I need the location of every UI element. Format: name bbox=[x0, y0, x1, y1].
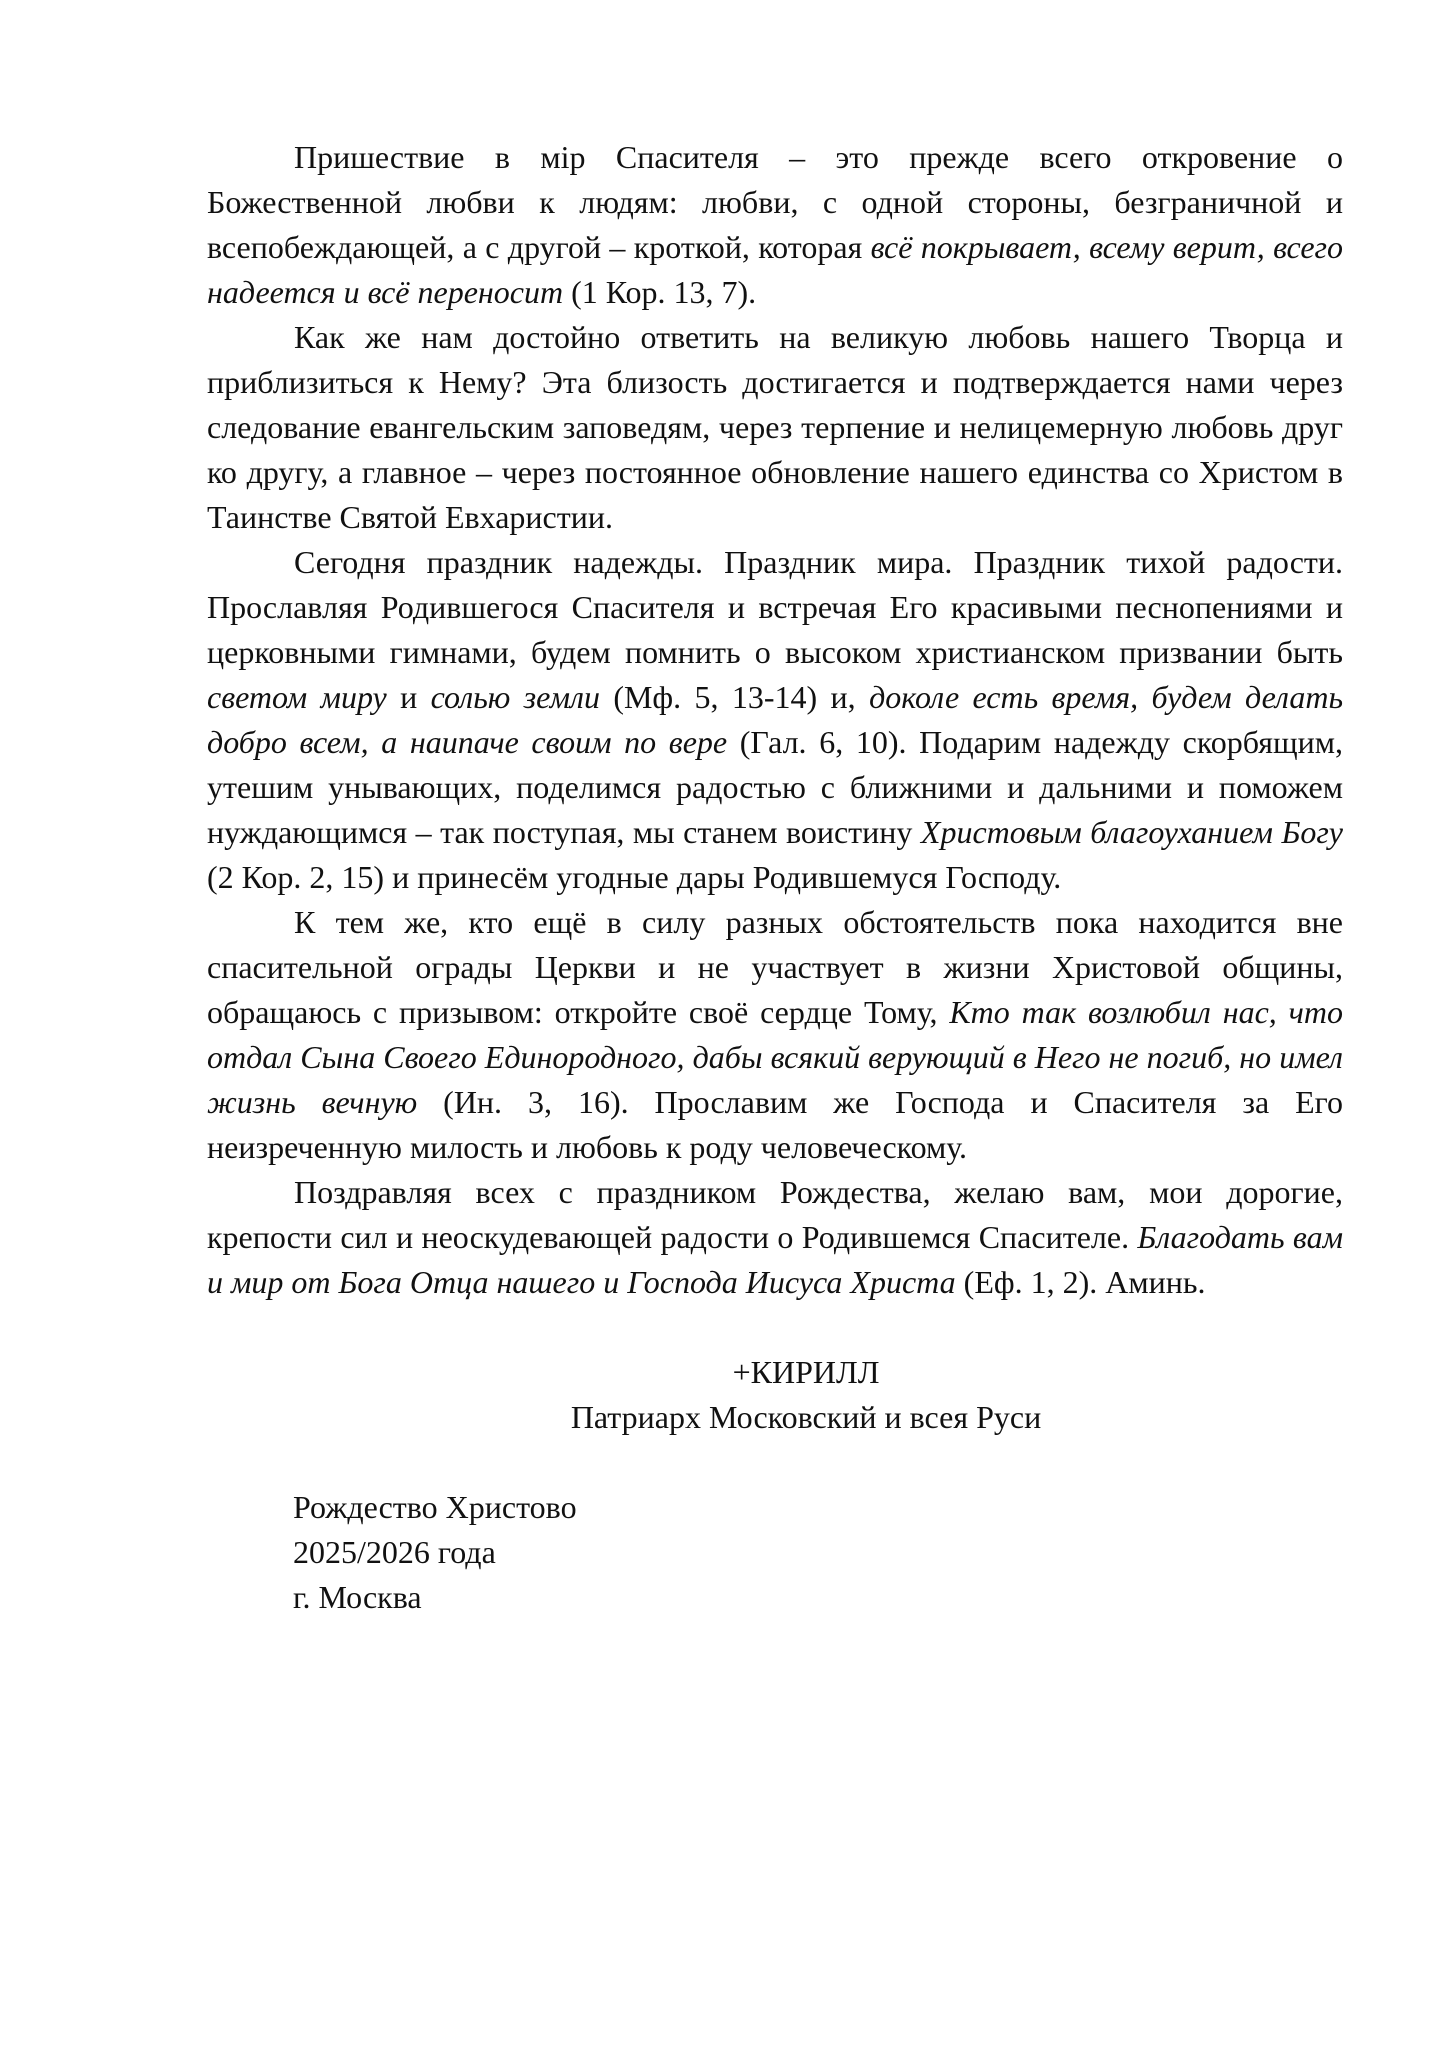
signature-name: +КИРИЛЛ bbox=[732, 1354, 880, 1390]
scripture-quote: доколе есть время, будем делать добро всем, а наипаче своим по вере bbox=[207, 679, 1344, 760]
signature-block bbox=[207, 1350, 1343, 1440]
dateline-block bbox=[207, 1485, 1343, 1620]
scripture-quote: солью земли bbox=[430, 679, 600, 715]
scripture-quote: всё покрывает, всему верит, всего надеется и всё переносит bbox=[207, 229, 1344, 310]
text-run: К тем же, кто ещё в силу разных обстоятельств пока находится вне спасительной ограды Церкви и не участвует в жизни Христовой общины, обращаюсь с призывом: откройте своё сердце Тому, bbox=[207, 904, 1343, 1030]
text-run: Как же нам достойно ответить на великую любовь нашего Творца и приблизиться к Нему? Эта близость достигается и подтверждается нами через следование евангельским заповедям, через терпение и нелицемерную любовь друг ко другу, а главное – через постоянное обновление нашего единства со Христом в Таинстве Святой Евхаристии. bbox=[207, 319, 1343, 535]
text-run: Пришествие в мір Спасителя – это прежде всего откровение о Божественной любви к людям: любви, с одной стороны, безграничной и всепобеждающей, а с другой – кроткой, которая bbox=[207, 139, 1343, 265]
scripture-quote: Христовым благоуханием Богу bbox=[920, 814, 1344, 850]
dateline-year: 2025/2026 года bbox=[293, 1534, 496, 1570]
scripture-quote: Кто так возлюбил нас, что отдал Сына Своего Единородного, дабы всякий верующий в Него не погиб, но имел жизнь вечную bbox=[207, 994, 1344, 1120]
text-run: (2 Кор. 2, 15) и принесём угодные дары Родившемуся Господу. bbox=[207, 859, 1062, 895]
text-run: (Гал. 6, 10). Подарим надежду скорбящим, утешим унывающих, поделимся радостью с ближними и дальними и поможем нуждающимся – так поступая, мы станем воистину bbox=[207, 724, 1343, 850]
text-run: и bbox=[386, 679, 431, 715]
body-paragraph bbox=[207, 315, 1343, 540]
dateline-place: г. Москва bbox=[293, 1579, 422, 1615]
scripture-quote: Благодать вам и мир от Бога Отца нашего и Господа Иисуса Христа bbox=[207, 1219, 1344, 1300]
text-run: Поздравляя всех с праздником Рождества, желаю вам, мои дорогие, крепости сил и неоскудевающей радости о Родившемся Спасителе. bbox=[207, 1174, 1343, 1255]
dateline-occasion: Рождество Христово bbox=[293, 1489, 577, 1525]
message-body bbox=[207, 135, 1343, 1305]
scripture-quote: светом миру bbox=[207, 679, 387, 715]
body-paragraph bbox=[207, 1170, 1343, 1305]
body-paragraph bbox=[207, 900, 1343, 1170]
document-page bbox=[207, 135, 1343, 1620]
text-run: (Ин. 3, 16). Прославим же Господа и Спасителя за Его неизреченную милость и любовь к роду человеческому. bbox=[207, 1084, 1344, 1165]
body-paragraph bbox=[207, 135, 1343, 315]
signature-title: Патриарх Московский и всея Руси bbox=[570, 1399, 1042, 1435]
text-run: (Еф. 1, 2). Аминь. bbox=[955, 1264, 1206, 1300]
text-run: (1 Кор. 13, 7). bbox=[563, 274, 757, 310]
text-run: Сегодня праздник надежды. Праздник мира. Праздник тихой радости. Прославляя Родившегося Спасителя и встречая Его красивыми песнопениями и церковными гимнами, будем помнить о высоком христианском призвании быть bbox=[207, 544, 1343, 670]
body-paragraph bbox=[207, 540, 1343, 900]
text-run: (Мф. 5, 13-14) и, bbox=[599, 679, 870, 715]
